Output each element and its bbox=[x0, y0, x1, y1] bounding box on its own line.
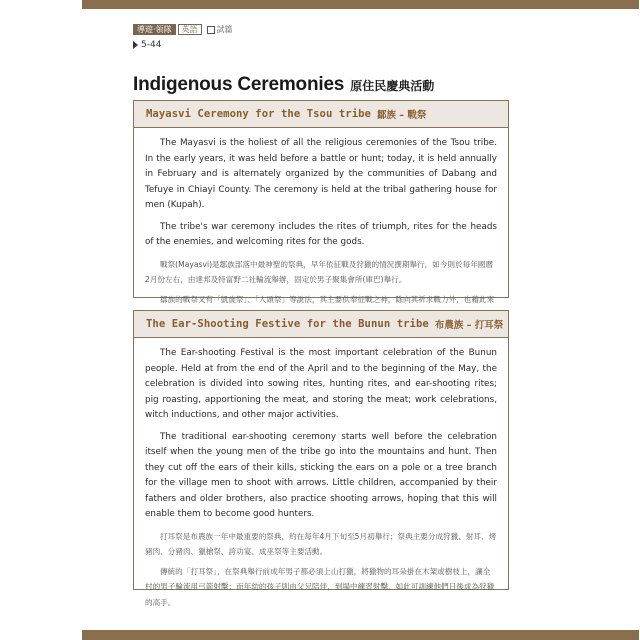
chinese-paragraph: 打耳祭是布農族一年中最重要的祭典，約在每年4月下旬至5月初舉行；祭典主要分成狩獵、射耳、烤豬肉、分豬肉、獵槍祭、誇功宴、成巫祭等主要活動。 bbox=[145, 531, 497, 556]
english-paragraph: The Ear-shooting Festival is the most important celebration of the Bunun people. Held at from the end of the April and to the beginning of the May, the celebration is divided into sowing rites, hunting rites, and ear-shooting rites; pig roasting, apportioning the meat, and storing the meat; work celebrations, witch inductions, and other major activities. bbox=[145, 348, 497, 420]
sample-tag-label: 試篇 bbox=[216, 25, 233, 34]
section-body bbox=[134, 338, 508, 610]
chinese-paragraph: 戰祭(Mayasvi)是鄒族部落中最神聖的祭典，早年依征戰及狩獵的情況撰期舉行，如今則於每年國曆2月份左右，由達邦及特富野二社輪流舉辦，固定於男子聚集會所(庫巴)舉行。 bbox=[145, 259, 493, 284]
bottom-decorative-band bbox=[82, 630, 639, 640]
section-heading bbox=[134, 311, 508, 338]
checkbox-icon bbox=[207, 26, 215, 34]
section-heading-en: Mayasvi Ceremony for the Tsou tribe bbox=[146, 108, 371, 120]
chinese-paragraph: 鄒族的戰祭又有「凱旋祭」、「人頭祭」等說法，其主要供奉征戰之神，除向其祈求戰力外，也藉此來 bbox=[160, 294, 495, 304]
section-heading bbox=[134, 101, 508, 128]
page-title bbox=[133, 74, 434, 96]
section-heading-zh: 布農族 – 打耳祭 bbox=[434, 320, 504, 331]
section-body bbox=[134, 128, 508, 323]
section-mayasvi bbox=[133, 100, 509, 304]
page-number bbox=[133, 40, 161, 50]
triangle-marker-icon bbox=[133, 41, 138, 49]
page-number-label: 5-44 bbox=[141, 40, 162, 50]
english-paragraph: The traditional ear-shooting ceremony starts well before the celebration itself when the young men of the tribe go into the mountains and hunt. Then they cut off the ears of their kills, sticking the ears on a pole or a tree branch for the village men to shoot with arrows. Little children, accompanied by their fathers and older brothers, also practice shooting arrows, hoping that this will enable them to become good hunters. bbox=[145, 431, 497, 519]
section-heading-zh: 鄒族 – 戰祭 bbox=[376, 110, 427, 121]
header-tags bbox=[133, 24, 233, 35]
english-paragraph: The tribe's war ceremony includes the rites of triumph, rites for the heads of the enemies, and welcoming rites for the gods. bbox=[145, 221, 497, 247]
chinese-paragraph: 傳統的「打耳祭」，在祭典舉行前成年男子都必須上山打獵，將獵物的耳朵掛在木架或樹枝上，讓全村的男子輪流用弓箭射擊；而年幼的孩子則由父兄陪伴，到場中練習射擊，如此可訓練他們日後成為狩獵的高手。 bbox=[145, 566, 495, 607]
section-ear-shooting bbox=[133, 310, 509, 607]
page-title-en: Indigenous Ceremonies bbox=[133, 74, 345, 95]
category-tag: 導遊‧領隊 bbox=[133, 24, 176, 35]
page-title-zh: 原住民慶典活動 bbox=[350, 79, 435, 93]
section-heading-en: The Ear-Shooting Festive for the Bunun tribe bbox=[146, 318, 429, 330]
top-decorative-band bbox=[82, 0, 639, 9]
english-paragraph: The Mayasvi is the holiest of all the religious ceremonies of the Tsou tribe. In the early years, it was held before a battle or hunt; today, it is held annually in February and is alternately organized by the communities of Dabang and Tefuye in Chiayi County. The ceremony is held at the tribal gathering house for men (Kupah). bbox=[145, 138, 497, 210]
sample-tag bbox=[207, 24, 233, 35]
language-tag: 英語 bbox=[178, 24, 202, 35]
